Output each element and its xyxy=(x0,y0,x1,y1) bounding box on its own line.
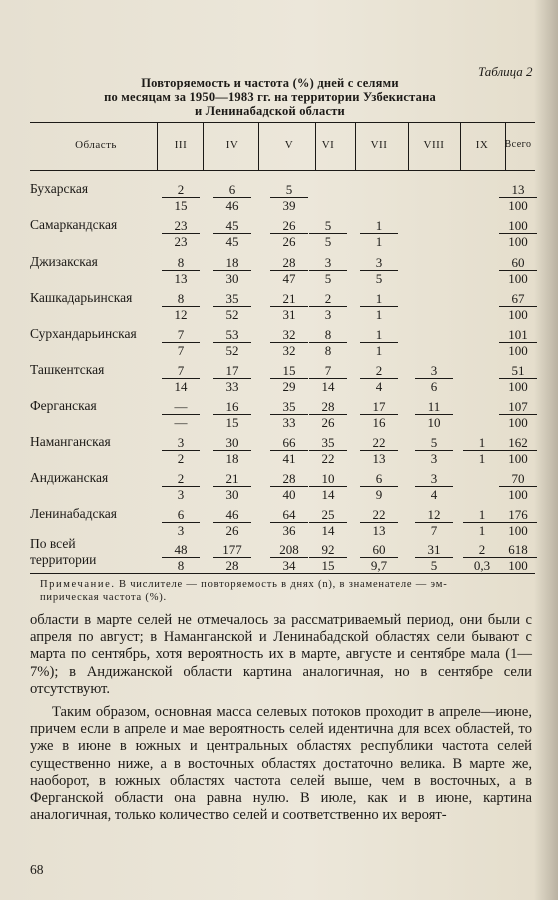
numerator: 3 xyxy=(360,255,398,271)
denominator: 8 xyxy=(177,558,185,573)
numerator: 3 xyxy=(162,435,200,451)
denominator: 100 xyxy=(508,415,528,430)
denominator: 5 xyxy=(375,271,383,286)
denominator: 40 xyxy=(282,487,296,502)
table-cell-fraction xyxy=(499,291,537,322)
table-cell-fraction xyxy=(360,471,398,502)
numerator: 2 xyxy=(463,542,501,558)
denominator: 100 xyxy=(508,343,528,358)
numerator: 2 xyxy=(162,182,200,198)
numerator: 15 xyxy=(270,363,308,379)
table-row-label: Самаркандская xyxy=(30,217,118,232)
table-cell-fraction xyxy=(360,435,398,466)
table-column-divider xyxy=(355,123,356,170)
numerator: 7 xyxy=(162,327,200,343)
denominator: 23 xyxy=(174,234,188,249)
denominator: 1 xyxy=(375,343,383,358)
table-cell-fraction xyxy=(213,471,251,502)
table-cell-fraction xyxy=(360,218,398,249)
table-cell-fraction xyxy=(270,471,308,502)
numerator: 6 xyxy=(162,507,200,523)
table-cell-fraction xyxy=(270,291,308,322)
denominator: 5 xyxy=(324,234,332,249)
table-row-label: Джизакская xyxy=(30,254,98,269)
numerator: 10 xyxy=(309,471,347,487)
denominator: 16 xyxy=(372,415,386,430)
denominator: 45 xyxy=(225,234,239,249)
table-cell-fraction xyxy=(309,363,347,394)
numerator: 48 xyxy=(162,542,200,558)
table-cell-fraction xyxy=(499,363,537,394)
denominator: 26 xyxy=(282,234,296,249)
numerator: 67 xyxy=(499,291,537,307)
table-cell-fraction xyxy=(499,399,537,430)
numerator: 8 xyxy=(162,255,200,271)
table-cell-fraction xyxy=(415,363,453,394)
numerator: 3 xyxy=(309,255,347,271)
table-cell-fraction xyxy=(270,182,308,213)
table-cell-fraction xyxy=(463,542,501,573)
table-cell-fraction xyxy=(162,542,200,573)
table-cell-fraction xyxy=(360,399,398,430)
table-cell-fraction xyxy=(309,255,347,286)
table-cell-fraction xyxy=(213,542,251,573)
denominator: 14 xyxy=(321,379,335,394)
table-row-label: территории xyxy=(30,552,97,567)
denominator: 5 xyxy=(430,558,438,573)
table-row-label: Сурхандарьинская xyxy=(30,326,137,341)
table-row-label: Бухарская xyxy=(30,181,89,196)
denominator: 1 xyxy=(478,451,486,466)
denominator: 100 xyxy=(508,307,528,322)
table-cell-fraction xyxy=(360,507,398,538)
table-cell-fraction xyxy=(213,182,251,213)
denominator: 100 xyxy=(508,487,528,502)
numerator: 21 xyxy=(213,471,251,487)
table-cell-fraction xyxy=(270,218,308,249)
denominator: 34 xyxy=(282,558,296,573)
page-edge-shadow xyxy=(534,0,558,900)
paragraph: Таким образом, основная масса селевых потоков проходит в апреле—июне, причем если в апреле и мае вероятность селей идентична для всех областей, то уже в июне в южных и центральных областях республики частота селей существенно ниже, а в восточных областях достаточно велика. В марте же, наоборот, в южных областях частота селей выше, чем в восточных, а в Ферганской области она равна нулю. В июле, как и в июне, картина аналогичная, только количество селей и соответственно их вероят- xyxy=(30,704,532,824)
table-cell-fraction xyxy=(162,218,200,249)
denominator: 3 xyxy=(177,523,185,538)
table-cell-fraction xyxy=(415,542,453,573)
denominator: 12 xyxy=(174,307,188,322)
table-title-line: и Ленинабадской области xyxy=(195,104,345,118)
table-title xyxy=(60,76,480,118)
numerator: 17 xyxy=(360,399,398,415)
denominator: 7 xyxy=(177,343,185,358)
denominator: 100 xyxy=(508,198,528,213)
table-header-cell: VIII xyxy=(423,139,445,151)
numerator: 35 xyxy=(270,399,308,415)
denominator: 1 xyxy=(375,307,383,322)
table-row-label: Ферганская xyxy=(30,398,97,413)
numerator: 176 xyxy=(499,507,537,523)
denominator: 26 xyxy=(225,523,239,538)
table-cell-fraction xyxy=(162,291,200,322)
table-header-cell: VI xyxy=(321,139,335,151)
denominator: 13 xyxy=(372,523,386,538)
numerator: 53 xyxy=(213,327,251,343)
note-text: пирическая частота (%). xyxy=(40,592,167,603)
denominator: 28 xyxy=(225,558,239,573)
numerator: 51 xyxy=(499,363,537,379)
table-cell-fraction xyxy=(415,471,453,502)
numerator: 22 xyxy=(360,507,398,523)
denominator: 8 xyxy=(324,343,332,358)
table-row-label: По всей xyxy=(30,536,76,551)
table-cell-fraction xyxy=(360,363,398,394)
table-header-cell: V xyxy=(284,139,294,151)
numerator: 8 xyxy=(162,291,200,307)
denominator: 41 xyxy=(282,451,296,466)
table-column-divider xyxy=(157,123,158,170)
numerator: 12 xyxy=(415,507,453,523)
numerator: 23 xyxy=(162,218,200,234)
table-cell-fraction xyxy=(360,255,398,286)
table-cell-fraction xyxy=(309,507,347,538)
table-cell-fraction xyxy=(162,435,200,466)
denominator: 30 xyxy=(225,271,239,286)
denominator: 14 xyxy=(321,523,335,538)
numerator: 1 xyxy=(463,507,501,523)
denominator: 0,3 xyxy=(473,558,491,573)
numerator: 1 xyxy=(360,218,398,234)
denominator: 100 xyxy=(508,451,528,466)
numerator: 18 xyxy=(213,255,251,271)
table-title-line: по месяцам за 1950—1983 гг. на территории Узбекистана xyxy=(104,90,436,104)
table-cell-fraction xyxy=(499,507,537,538)
numerator: 46 xyxy=(213,507,251,523)
denominator: 9,7 xyxy=(370,558,388,573)
table-cell-fraction xyxy=(270,435,308,466)
table-cell-fraction xyxy=(415,399,453,430)
table-cell-fraction xyxy=(270,507,308,538)
denominator: 4 xyxy=(430,487,438,502)
denominator: 13 xyxy=(372,451,386,466)
numerator: 1 xyxy=(360,291,398,307)
denominator: 26 xyxy=(321,415,335,430)
table-row-label: Андижанская xyxy=(30,470,109,485)
table-cell-fraction xyxy=(213,291,251,322)
table-cell-fraction xyxy=(213,363,251,394)
denominator: 31 xyxy=(282,307,296,322)
numerator: 1 xyxy=(463,435,501,451)
denominator: 30 xyxy=(225,487,239,502)
numerator: 618 xyxy=(499,542,537,558)
denominator: 13 xyxy=(174,271,188,286)
numerator: 17 xyxy=(213,363,251,379)
table-cell-fraction xyxy=(213,399,251,430)
denominator: 4 xyxy=(375,379,383,394)
denominator: 36 xyxy=(282,523,296,538)
table-cell-fraction xyxy=(499,542,537,573)
numerator: 208 xyxy=(270,542,308,558)
table-column-divider xyxy=(408,123,409,170)
table-cell-fraction xyxy=(360,542,398,573)
table-row-label: Кашкадарьинская xyxy=(30,290,133,305)
denominator: 100 xyxy=(508,271,528,286)
table-cell-fraction xyxy=(309,471,347,502)
table-cell-fraction xyxy=(270,363,308,394)
table-cell-fraction xyxy=(162,255,200,286)
table-cell-fraction xyxy=(162,507,200,538)
denominator: 9 xyxy=(375,487,383,502)
denominator: 15 xyxy=(225,415,239,430)
numerator: 5 xyxy=(309,218,347,234)
numerator: 35 xyxy=(309,435,347,451)
table-cell-fraction xyxy=(499,218,537,249)
table-cell-fraction xyxy=(309,291,347,322)
denominator: 29 xyxy=(282,379,296,394)
table-column-divider xyxy=(203,123,204,170)
denominator: 33 xyxy=(282,415,296,430)
numerator: 5 xyxy=(415,435,453,451)
numerator: 35 xyxy=(213,291,251,307)
numerator: 6 xyxy=(213,182,251,198)
table-cell-fraction xyxy=(162,182,200,213)
numerator: 107 xyxy=(499,399,537,415)
denominator: 7 xyxy=(430,523,438,538)
table-cell-fraction xyxy=(270,327,308,358)
numerator: 92 xyxy=(309,542,347,558)
denominator: 18 xyxy=(225,451,239,466)
body-text xyxy=(30,612,532,824)
note-label: Примечание. xyxy=(40,579,116,590)
numerator: 1 xyxy=(360,327,398,343)
table-header-cell: IV xyxy=(225,139,239,151)
numerator: 7 xyxy=(162,363,200,379)
numerator: 8 xyxy=(309,327,347,343)
table-cell-fraction xyxy=(309,399,347,430)
table-cell-fraction xyxy=(499,255,537,286)
table-cell-fraction xyxy=(213,435,251,466)
table-header-cell: IX xyxy=(475,139,489,151)
table-title-line: Повторяемость и частота (%) дней с селями xyxy=(141,76,399,90)
denominator: 100 xyxy=(508,558,528,573)
numerator: 21 xyxy=(270,291,308,307)
numerator: 16 xyxy=(213,399,251,415)
table-cell-fraction xyxy=(213,507,251,538)
table-cell-fraction xyxy=(162,471,200,502)
numerator: 45 xyxy=(213,218,251,234)
table-cell-fraction xyxy=(309,327,347,358)
denominator: 100 xyxy=(508,234,528,249)
denominator: 47 xyxy=(282,271,296,286)
table-header-cell: Область xyxy=(75,139,117,151)
denominator: 100 xyxy=(508,523,528,538)
denominator: 10 xyxy=(427,415,441,430)
numerator: 2 xyxy=(360,363,398,379)
table-cell-fraction xyxy=(162,327,200,358)
denominator: 6 xyxy=(430,379,438,394)
numerator: 60 xyxy=(360,542,398,558)
numerator: 11 xyxy=(415,399,453,415)
denominator: 2 xyxy=(177,451,185,466)
numerator: 66 xyxy=(270,435,308,451)
table-cell-fraction xyxy=(360,291,398,322)
denominator: 33 xyxy=(225,379,239,394)
numerator: 2 xyxy=(162,471,200,487)
numerator: 25 xyxy=(309,507,347,523)
numerator: 13 xyxy=(499,182,537,198)
note-text: В числителе — повторяемость в днях (n), в знаменателе — эм- xyxy=(119,579,448,590)
table-cell-fraction xyxy=(499,471,537,502)
denominator: 1 xyxy=(375,234,383,249)
table-bottom-rule xyxy=(30,573,535,574)
numerator: 7 xyxy=(309,363,347,379)
numerator: 3 xyxy=(415,363,453,379)
table-cell-fraction xyxy=(162,363,200,394)
numerator: 3 xyxy=(415,471,453,487)
numerator: 100 xyxy=(499,218,537,234)
table-cell-fraction xyxy=(463,435,501,466)
numerator: 30 xyxy=(213,435,251,451)
numerator: 6 xyxy=(360,471,398,487)
table-cell-fraction xyxy=(463,507,501,538)
table-cell-fraction xyxy=(499,182,537,213)
table-header-cell: VII xyxy=(370,139,388,151)
table-cell-fraction xyxy=(270,255,308,286)
table-cell-fraction xyxy=(309,218,347,249)
table-cell-fraction xyxy=(499,327,537,358)
denominator: 1 xyxy=(478,523,486,538)
denominator: 15 xyxy=(174,198,188,213)
table-column-divider xyxy=(258,123,259,170)
table-header-cell: III xyxy=(174,139,188,151)
table-cell-fraction xyxy=(213,327,251,358)
table-note xyxy=(40,578,540,604)
table-row-label: Наманганская xyxy=(30,434,111,449)
numerator: 64 xyxy=(270,507,308,523)
denominator: 100 xyxy=(508,379,528,394)
denominator: 15 xyxy=(321,558,335,573)
numerator: 28 xyxy=(270,471,308,487)
denominator: 52 xyxy=(225,307,239,322)
numerator: 22 xyxy=(360,435,398,451)
numerator: 177 xyxy=(213,542,251,558)
table-cell-fraction xyxy=(270,399,308,430)
page-number: 68 xyxy=(30,862,44,877)
numerator: — xyxy=(162,399,200,415)
numerator: 26 xyxy=(270,218,308,234)
paragraph: области в марте селей не отмечалось за рассматриваемый период, они были с апреля по август; в Наманганской и Ленинабадской областях сели бывают с марта по сентябрь, хотя вероятность их в марте, августе и сентябре мала (1—7%); в Андижанской области картина аналогичная, но в сентябре сели отсутствуют. xyxy=(30,612,532,697)
table-header-cell: Всего xyxy=(504,139,532,150)
denominator: 3 xyxy=(177,487,185,502)
denominator: 14 xyxy=(174,379,188,394)
numerator: 28 xyxy=(270,255,308,271)
table-row-label: Ленинабадская xyxy=(30,506,117,521)
table-cell-fraction xyxy=(309,435,347,466)
denominator: 39 xyxy=(282,198,296,213)
table-cell-fraction xyxy=(415,435,453,466)
numerator: 70 xyxy=(499,471,537,487)
numerator: 2 xyxy=(309,291,347,307)
numerator: 31 xyxy=(415,542,453,558)
numerator: 32 xyxy=(270,327,308,343)
table-cell-fraction xyxy=(309,542,347,573)
table-cell-fraction xyxy=(415,507,453,538)
table-cell-fraction xyxy=(270,542,308,573)
denominator: 22 xyxy=(321,451,335,466)
table-cell-fraction xyxy=(213,218,251,249)
denominator: 3 xyxy=(324,307,332,322)
numerator: 28 xyxy=(309,399,347,415)
table-header-rule xyxy=(30,170,535,171)
table-cell-fraction xyxy=(213,255,251,286)
numerator: 5 xyxy=(270,182,308,198)
denominator: 46 xyxy=(225,198,239,213)
table-cell-fraction xyxy=(360,327,398,358)
numerator: 101 xyxy=(499,327,537,343)
denominator: 5 xyxy=(324,271,332,286)
numerator: 162 xyxy=(499,435,537,451)
table-cell-fraction xyxy=(162,399,200,430)
table-label: Таблица 2 xyxy=(478,64,533,79)
denominator: 3 xyxy=(430,451,438,466)
numerator: 60 xyxy=(499,255,537,271)
denominator: 52 xyxy=(225,343,239,358)
table-cell-fraction xyxy=(499,435,537,466)
denominator: — xyxy=(174,415,188,430)
denominator: 32 xyxy=(282,343,296,358)
denominator: 14 xyxy=(321,487,335,502)
table-row-label: Ташкентская xyxy=(30,362,105,377)
